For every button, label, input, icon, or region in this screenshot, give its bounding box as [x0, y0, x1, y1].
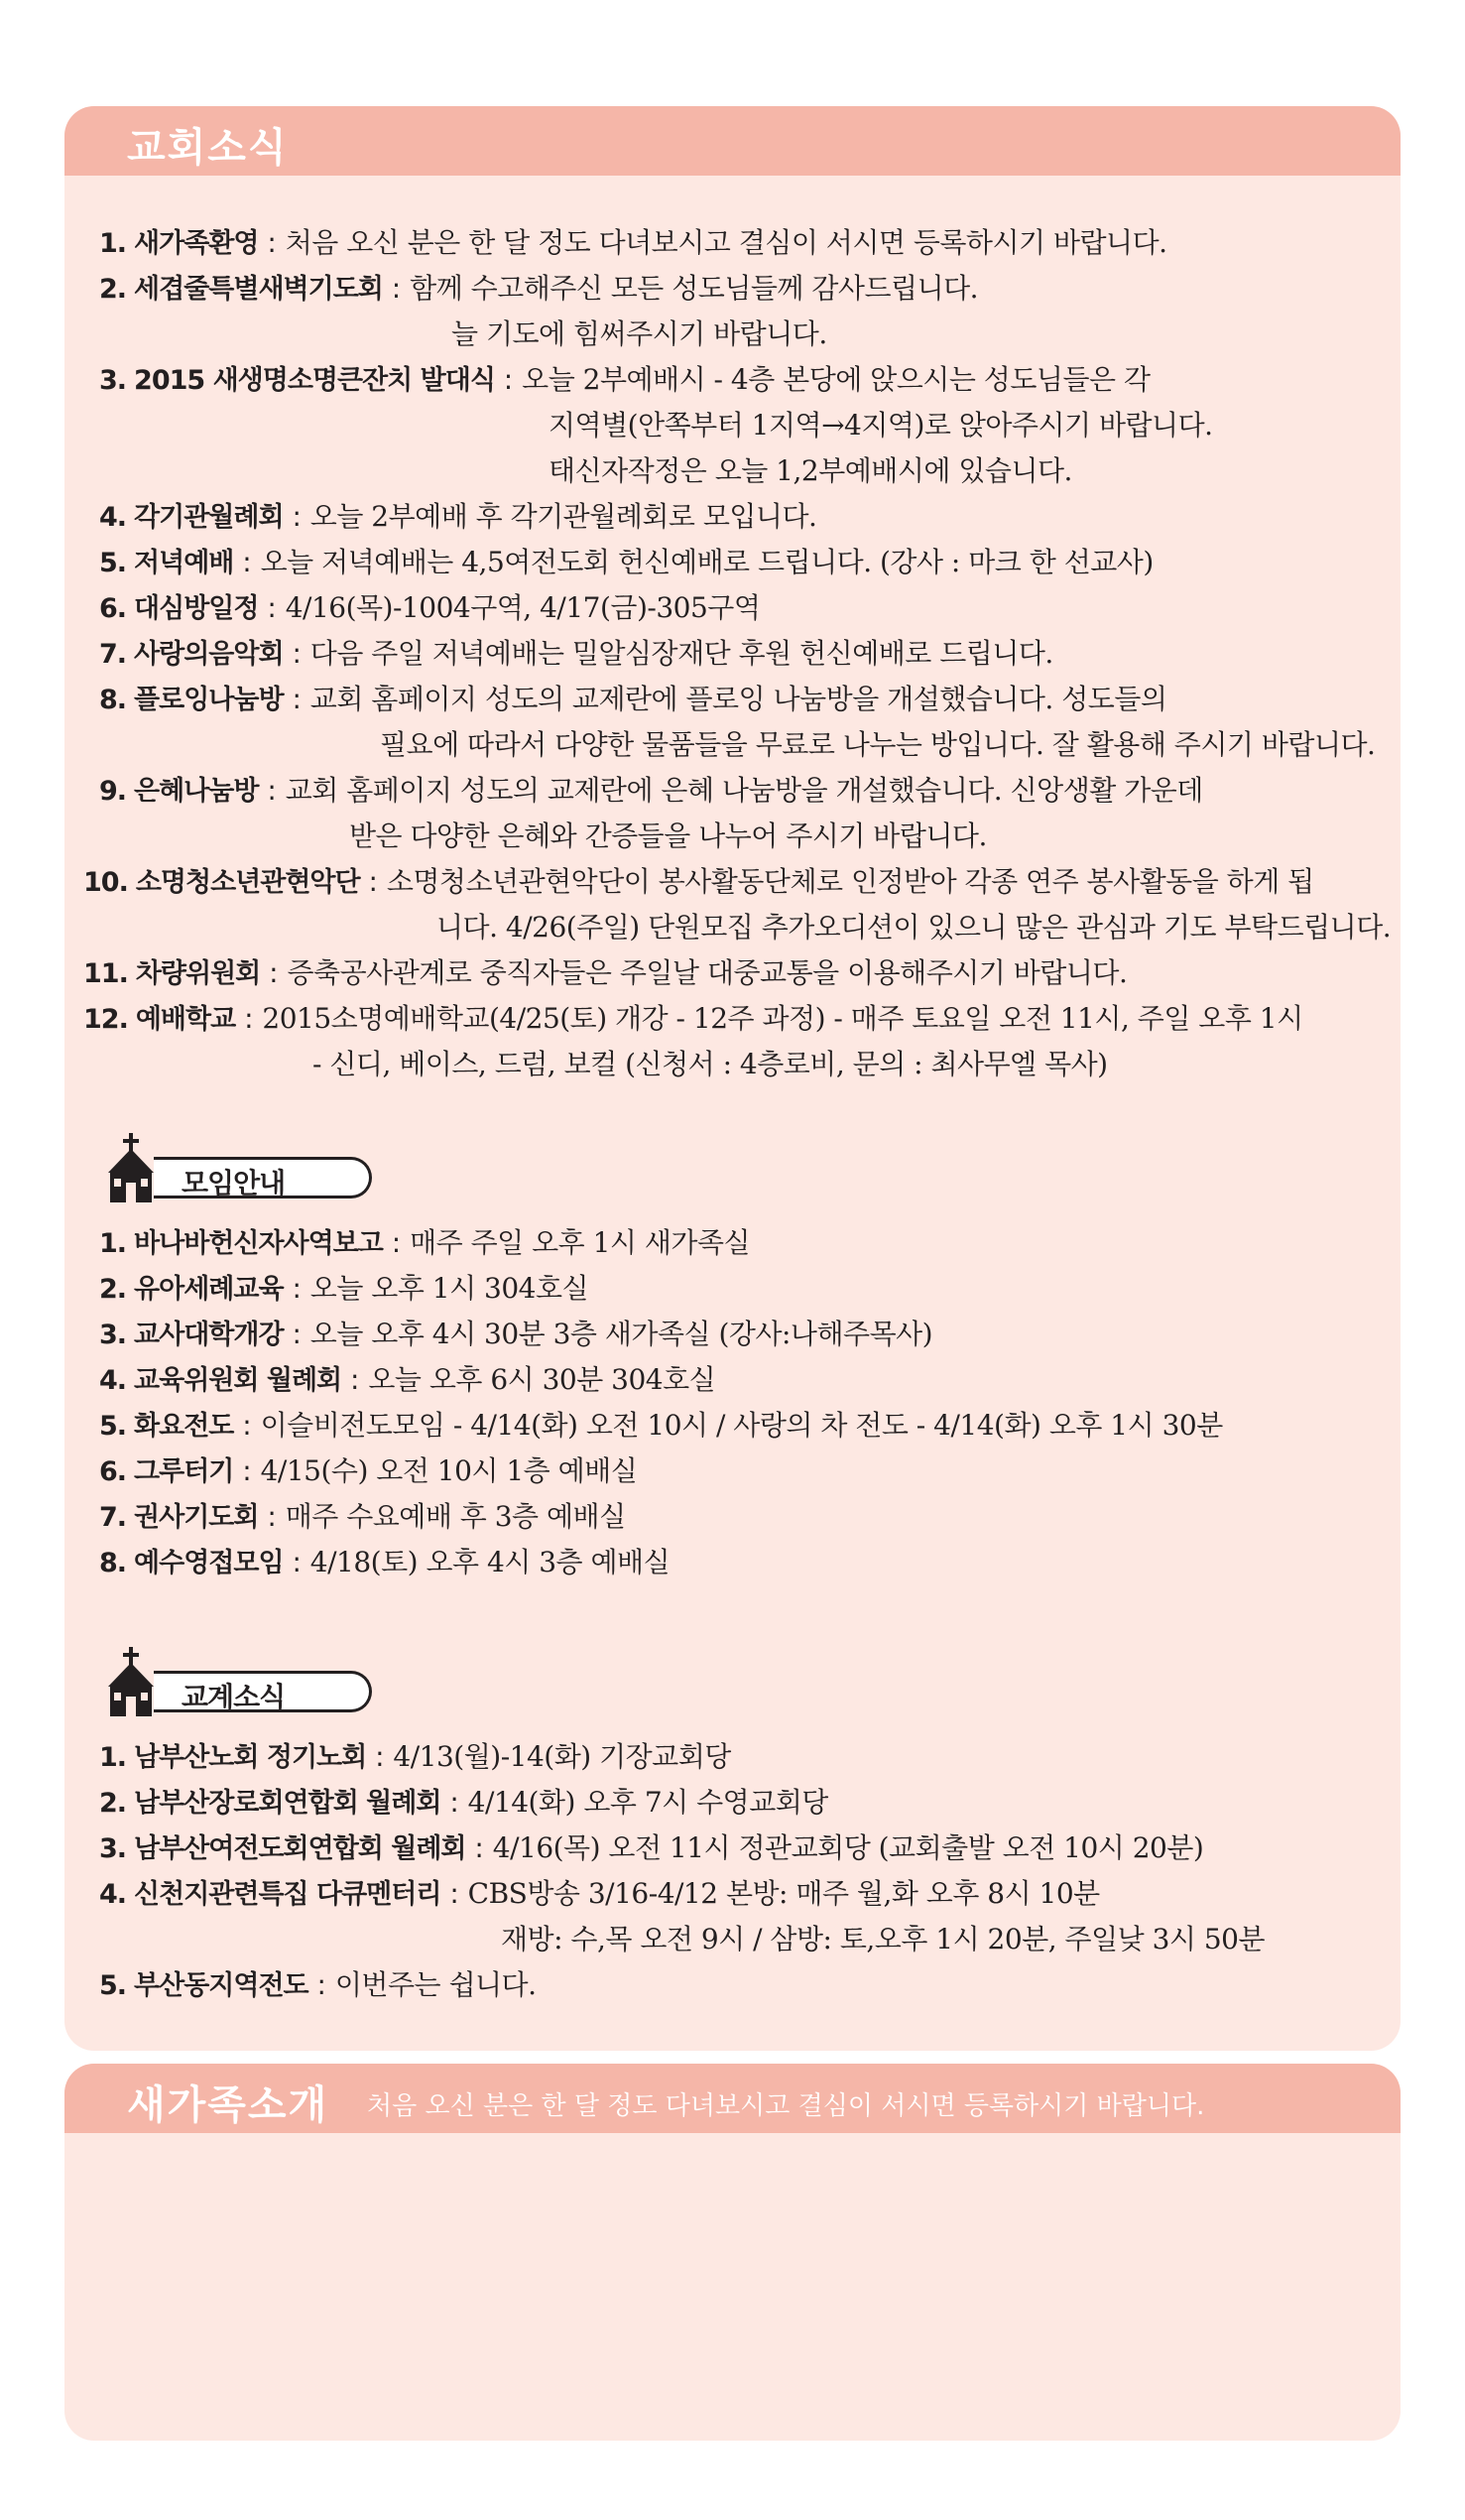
item-label: 남부산장로회연합회 월례회	[134, 1788, 441, 1819]
item-text: 교회 홈페이지 성도의 교제란에 플로잉 나눔방을 개설했습니다. 성도들의	[309, 683, 1167, 715]
item-text: 다음 주일 저녁예배는 밀알심장재단 후원 헌신예배로 드립니다.	[309, 637, 1053, 670]
item-text: 4/13(월)-14(화) 기장교회당	[393, 1740, 731, 1773]
item-text: 증축공사관계로 중직자들은 주일날 대중교통을 이용해주시기 바랍니다.	[287, 956, 1128, 989]
item-text: 오늘 오후 1시 304호실	[309, 1272, 589, 1305]
item-text-continued: 지역별(안쪽부터 1지역→4지역)로 앉아주시기 바랍니다.	[549, 409, 1213, 441]
church-news-title: 교회소식	[127, 125, 289, 171]
item-label: 남부산여전도회연합회 월례회	[134, 1833, 466, 1864]
item-text: 2015소명예배학교(4/25(토) 개강 - 12주 과정) - 매주 토요일 오전 11시, 주일 오후 1시	[262, 1002, 1303, 1035]
list-item	[99, 1227, 750, 1260]
church-news-panel	[64, 106, 1401, 2051]
item-separator: :	[283, 637, 310, 670]
newcomers-header	[64, 2064, 1401, 2133]
item-text: 처음 오신 분은 한 달 정도 다녀보시고 결심이 서시면 등록하시기 바랍니다.	[285, 226, 1167, 259]
item-number: 9.	[99, 776, 127, 807]
item-number: 7.	[99, 1502, 127, 1533]
item-text: 오늘 오후 4시 30분 3층 새가족실 (강사:나해주목사)	[309, 1318, 933, 1350]
item-label: 교사대학개강	[134, 1320, 284, 1350]
item-number: 2.	[99, 1788, 127, 1819]
item-separator: :	[307, 1968, 335, 2001]
item-separator: :	[258, 1500, 286, 1533]
item-text-continued: 재방: 수,목 오전 9시 / 삼방: 토,오후 1시 20분, 주일낮 3시 50분	[501, 1923, 1266, 1955]
item-text: 오늘 오후 6시 30분 304호실	[368, 1363, 716, 1396]
list-item	[99, 1410, 1223, 1443]
item-number: 2.	[99, 274, 127, 305]
meetings-pill	[154, 1157, 372, 1198]
item-separator: :	[258, 226, 286, 259]
item-number: 3.	[99, 1320, 127, 1350]
church-news-header	[64, 106, 1401, 176]
newcomers-panel	[64, 2064, 1401, 2441]
item-label: 신천지관련특집 다큐멘터리	[134, 1879, 441, 1910]
item-number: 4.	[99, 502, 127, 533]
item-label: 바나바헌신자사역보고	[134, 1228, 383, 1259]
item-number: 1.	[99, 1742, 127, 1773]
item-separator: :	[465, 1831, 493, 1864]
item-text: 소명청소년관현악단이 봉사활동단체로 인정받아 각종 연주 봉사활동을 하게 됩	[386, 865, 1314, 898]
item-number: 6.	[99, 1456, 127, 1487]
item-separator: :	[440, 1877, 468, 1910]
item-label: 권사기도회	[134, 1502, 259, 1533]
meetings-title: 모임안내	[182, 1167, 286, 1199]
item-separator: :	[233, 1454, 261, 1487]
item-number: 8.	[99, 1548, 127, 1578]
list-item	[99, 592, 760, 625]
item-text: 오늘 2부예배 후 각기관월례회로 모입니다.	[309, 500, 817, 533]
item-separator: :	[382, 272, 411, 305]
list-item	[99, 1455, 637, 1488]
list-item	[99, 1878, 1100, 1911]
item-label: 남부산노회 정기노회	[134, 1742, 367, 1773]
item-text: 오늘 2부예배시 - 4층 본당에 앉으시는 성도님들은 각	[522, 363, 1151, 396]
item-separator: :	[233, 546, 261, 578]
item-text-continued: 니다. 4/26(주일) 단원모집 추가오디션이 있으니 많은 관심과 기도 부탁드립니다.	[436, 911, 1392, 944]
item-label: 부산동지역전도	[134, 1970, 308, 2001]
item-separator: :	[359, 865, 387, 898]
item-number: 5.	[99, 548, 127, 578]
item-text-continued: 받은 다양한 은혜와 간증들을 나누어 주시기 바랍니다.	[349, 819, 987, 852]
item-number: 6.	[99, 593, 127, 624]
item-label: 2015 새생명소명큰잔치 발대식	[134, 365, 495, 396]
meetings-list	[99, 1226, 1389, 1578]
item-label: 그루터기	[134, 1456, 234, 1487]
list-item	[99, 547, 1154, 579]
list-item	[99, 775, 1203, 808]
church-icon	[104, 1133, 158, 1202]
list-item	[99, 364, 1151, 397]
item-number: 10.	[83, 867, 128, 898]
list-item	[99, 1832, 1203, 1865]
list-item	[83, 957, 1127, 990]
item-label: 예수영접모임	[134, 1548, 284, 1578]
item-separator: :	[440, 1786, 468, 1819]
item-number: 1.	[99, 228, 127, 259]
item-text-continued: 늘 기도에 힘써주시기 바랍니다.	[451, 317, 827, 350]
item-separator: :	[283, 1318, 310, 1350]
list-item	[83, 1003, 1303, 1036]
item-label: 각기관월례회	[134, 502, 284, 533]
list-item	[99, 227, 1167, 260]
item-separator: :	[366, 1740, 394, 1773]
list-item	[99, 1787, 828, 1820]
item-text: 4/16(목)-1004구역, 4/17(금)-305구역	[285, 591, 761, 624]
item-separator: :	[258, 774, 286, 807]
item-separator: :	[283, 1546, 310, 1578]
item-label: 플로잉나눔방	[134, 685, 284, 715]
item-number: 7.	[99, 639, 127, 670]
item-label: 세겹줄특별새벽기도회	[134, 274, 383, 305]
item-label: 은혜나눔방	[134, 776, 259, 807]
item-separator: :	[260, 956, 288, 989]
item-text: 이슬비전도모임 - 4/14(화) 오전 10시 / 사랑의 차 전도 - 4/14(화) 오후 1시 30분	[260, 1409, 1223, 1442]
district-list	[99, 1741, 1389, 2019]
item-label: 교육위원회 월례회	[134, 1365, 342, 1396]
item-text: CBS방송 3/16-4/12 본방: 매주 월,화 오후 8시 10분	[467, 1877, 1100, 1910]
item-text: 교회 홈페이지 성도의 교제란에 은혜 나눔방을 개설했습니다. 신앙생활 가운데	[285, 774, 1203, 807]
item-label: 화요전도	[134, 1411, 234, 1442]
item-number: 5.	[99, 1411, 127, 1442]
item-label: 대심방일정	[134, 593, 259, 624]
item-number: 1.	[99, 1228, 127, 1259]
item-number: 2.	[99, 1274, 127, 1305]
list-item	[99, 501, 816, 534]
list-item	[99, 1319, 932, 1351]
item-separator: :	[235, 1002, 263, 1035]
item-label: 소명청소년관현악단	[135, 867, 360, 898]
list-item	[83, 866, 1314, 899]
item-separator: :	[283, 500, 310, 533]
item-text: 함께 수고해주신 모든 성도님들께 감사드립니다.	[410, 272, 979, 305]
list-item	[99, 1364, 715, 1397]
item-number: 4.	[99, 1879, 127, 1910]
item-label: 사랑의음악회	[134, 639, 284, 670]
item-text-continued: 태신자작정은 오늘 1,2부예배시에 있습니다.	[549, 454, 1072, 487]
item-separator: :	[233, 1409, 261, 1442]
item-text: 4/16(목) 오전 11시 정관교회당 (교회출발 오전 10시 20분)	[492, 1831, 1204, 1864]
item-text: 4/15(수) 오전 10시 1층 예배실	[260, 1454, 638, 1487]
item-text-continued: 필요에 따라서 다양한 물품들을 무료로 나누는 방입니다. 잘 활용해 주시기 바랍니다.	[380, 728, 1376, 761]
item-label: 유아세례교육	[134, 1274, 284, 1305]
news-list	[83, 226, 1392, 1120]
item-separator: :	[258, 591, 286, 624]
list-item	[99, 1969, 537, 2002]
item-text: 오늘 저녁예배는 4,5여전도회 헌신예배로 드립니다. (강사 : 마크 한 선교사)	[260, 546, 1154, 578]
item-number: 12.	[83, 1004, 128, 1035]
item-number: 4.	[99, 1365, 127, 1396]
item-number: 5.	[99, 1970, 127, 2001]
list-item	[99, 684, 1166, 716]
item-text: 매주 수요예배 후 3층 예배실	[285, 1500, 626, 1533]
list-item	[99, 1547, 670, 1579]
item-separator: :	[494, 363, 523, 396]
newcomers-title: 새가족소개	[127, 2082, 329, 2128]
item-text: 이번주는 쉽니다.	[334, 1968, 537, 2001]
item-text-continued: - 신디, 베이스, 드럼, 보컬 (신청서 : 4층로비, 문의 : 최사무엘 목사)	[312, 1048, 1108, 1080]
district-title: 교계소식	[182, 1681, 286, 1713]
item-label: 예배학교	[135, 1004, 236, 1035]
list-item	[99, 1273, 588, 1306]
item-number: 3.	[99, 365, 127, 396]
item-separator: :	[382, 1226, 411, 1259]
item-separator: :	[283, 683, 310, 715]
item-text: 4/18(토) 오후 4시 3층 예배실	[309, 1546, 671, 1578]
item-number: 3.	[99, 1833, 127, 1864]
item-text: 4/14(화) 오후 7시 수영교회당	[467, 1786, 828, 1819]
church-icon	[104, 1647, 158, 1716]
list-item	[99, 1741, 731, 1774]
list-item	[99, 1501, 626, 1534]
item-label: 새가족환영	[134, 228, 259, 259]
list-item	[99, 273, 978, 306]
item-number: 8.	[99, 685, 127, 715]
item-number: 11.	[83, 958, 128, 989]
item-separator: :	[341, 1363, 369, 1396]
item-separator: :	[283, 1272, 310, 1305]
item-text: 매주 주일 오후 1시 새가족실	[410, 1226, 751, 1259]
item-label: 차량위원회	[135, 958, 261, 989]
newcomers-note: 처음 오신 분은 한 달 정도 다녀보시고 결심이 서시면 등록하시기 바랍니다.	[367, 2091, 1205, 2121]
district-pill	[154, 1671, 372, 1712]
item-label: 저녁예배	[134, 548, 234, 578]
list-item	[99, 638, 1053, 671]
